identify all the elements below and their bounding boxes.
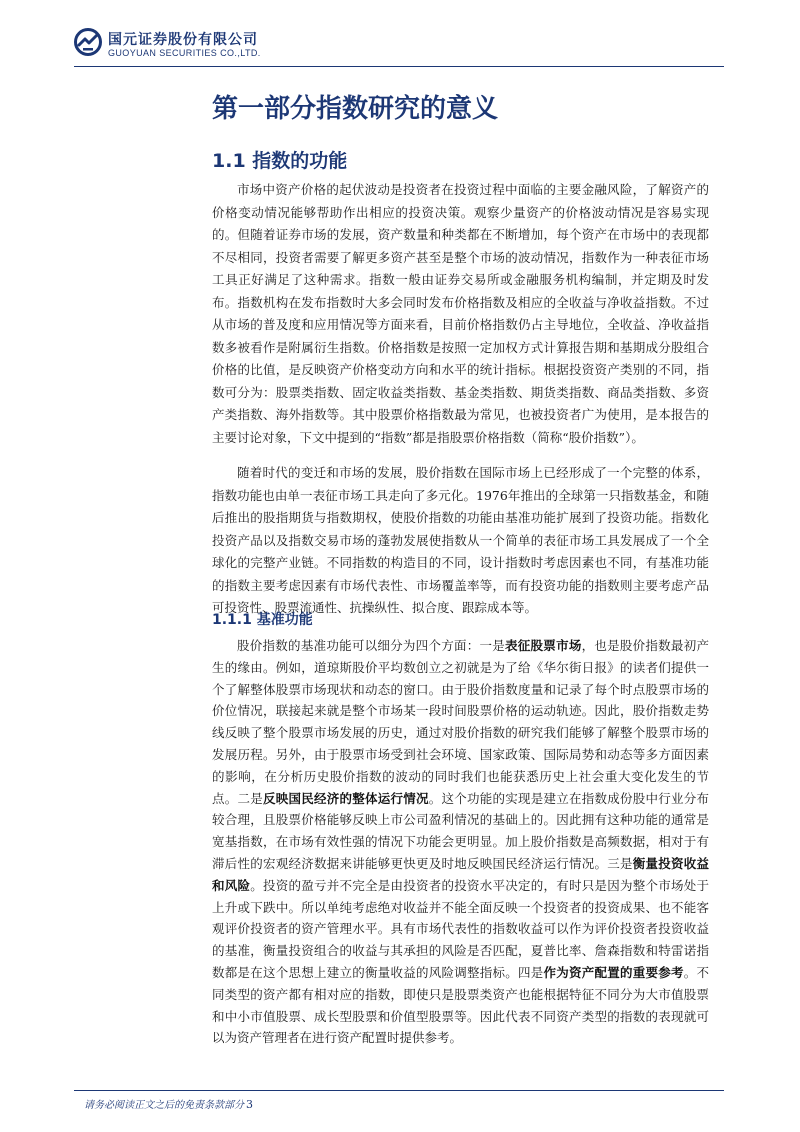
paragraph-index-development: 随着时代的变迁和市场的发展，股价指数在国际市场上已经形成了一个完整的体系，指数功能也由单一表征市场工具走向了多元化。1976年推出的全球第一只指数基金，和随后推出的股指期货与指数期权，使股价指数的功能由基准功能扩展到了投资功能。指数化投资产品以及指数交易市场的蓬勃发展使指数从一个简单的表征市场工具发展成了一个全球化的完整产业链。不同指数的构造目的不同，设计指数时考虑因素也不同，有基准功能的指数主要考虑因素有市场代表性、市场覆盖率等，而有投资功能的指数则主要考虑产品可投资性、股票流通性、抗操纵性、拟合度、跟踪成本等。 <box>212 465 709 615</box>
part-title: 第一部分指数研究的意义 <box>212 94 499 124</box>
text-run: ，也是股价指数最初产生的缘由。例如，道琼斯股价平均数创立之初就是为了给《华尔街日报》的读者们提供一个了解整体股票市场现状和动态的窗口。由于股价指数度量和记录了每个时点股票市场的价位情况，联接起来就是整个市场某一段时间股票价格的运动轨迹。因此，股价指数走势线反映了整个股票市场发展的历史，通过对股价指数的研究我们能够了解整个股票市场的发展历程。另外，由于股票市场受到社会环境、国家政策、国际局势和动态等多方面因素的影响，在分析历史股价指数的波动的同时我们也能获悉历史上社会重大变化发生的节点。二是 <box>212 638 709 806</box>
text-run: 。不同类型的资产都有相对应的指数，即使只是股票类资产也能根据特征不同分为大市值股票和中小市值股票、成长型股票和价值型股票等。因此代表不同资产类型的指数的表现就可以为资产管理者在进行资产配置时提供参考。 <box>212 964 709 1046</box>
paragraph-benchmark-function <box>212 635 709 1049</box>
company-name-en: GUOYUAN SECURITIES CO.,LTD. <box>108 48 261 58</box>
text-run: 股价指数的基准功能可以细分为四个方面：一是 <box>237 638 506 653</box>
header-divider <box>74 66 724 67</box>
bold-term: 反映国民经济的整体运行情况 <box>263 790 429 806</box>
bold-term: 衡量投资收益和风险 <box>212 855 709 893</box>
footer-disclaimer: 请务必阅读正文之后的免责条款部分 <box>84 1100 244 1111</box>
page-footer <box>84 1096 253 1111</box>
text-run: 。这个功能的实现是建立在指数成份股中行业分布较合理，且股票价格能够反映上市公司盈利情况的基础上的。因此拥有这种功能的通常是宽基指数，在市场有效性强的情况下功能会更明显。加上股价指数是高频数据，相对于有滞后性的宏观经济数据来讲能够更快更及时地反映国民经济运行情况。三是 <box>212 790 709 871</box>
bold-term: 表征股票市场 <box>505 638 582 653</box>
page-header <box>74 28 724 64</box>
footer-divider <box>74 1090 724 1091</box>
page-number: 3 <box>246 1098 253 1111</box>
company-name-cn: 国元证券股份有限公司 <box>108 32 258 48</box>
bold-term: 作为资产配置的重要参考 <box>543 964 684 980</box>
section-title: 1.1 指数的功能 <box>212 150 348 172</box>
subsection-title: 1.1.1 基准功能 <box>212 612 313 628</box>
text-run: 。投资的盈亏并不完全是由投资者的投资水平决定的，有时只是因为整个市场处于上升或下跌中。所以单纯考虑绝对收益并不能全面反映一个投资者的投资成果、也不能客观评价投资者的资产管理水平。具有市场代表性的指数收益可以作为评价投资者投资收益的基准，衡量投资组合的收益与其承担的风险是否匹配，夏普比率、詹森指数和特雷诺指数都是在这个思想上建立的衡量收益的风险调整指标。四是 <box>212 877 709 980</box>
paragraph-index-overview: 市场中资产价格的起伏波动是投资者在投资过程中面临的主要金融风险，了解资产的价格变动情况能够帮助作出相应的投资决策。观察少量资产的价格波动情况是容易实现的。但随着证券市场的发展，资产数量和种类都在不断增加，每个资产在市场中的表现都不尽相同，投资者需要了解更多资产甚至是整个市场的波动情况，指数作为一种表征市场工具正好满足了这种需求。指数一般由证券交易所或金融服务机构编制，并定期及时发布。指数机构在发布指数时大多会同时发布价格指数及相应的全收益与净收益指数。不过从市场的普及度和应用情况等方面来看，目前价格指数仍占主导地位，全收益、净收益指数多被看作是附属衍生指数。价格指数是按照一定加权方式计算报告期和基期成分股组合价格的比值，是反映资产价格变动方向和水平的统计指标。根据投资资产类别的不同，指数可分为：股票类指数、固定收益类指数、基金类指数、期货类指数、商品类指数、多资产类指数、海外指数等。其中股票价格指数最为常见，也被投资者广为使用，是本报告的主要讨论对象，下文中提到的“指数”都是指股票价格指数（简称“股价指数”）。 <box>212 182 709 445</box>
guoyuan-logo-icon <box>74 28 102 56</box>
